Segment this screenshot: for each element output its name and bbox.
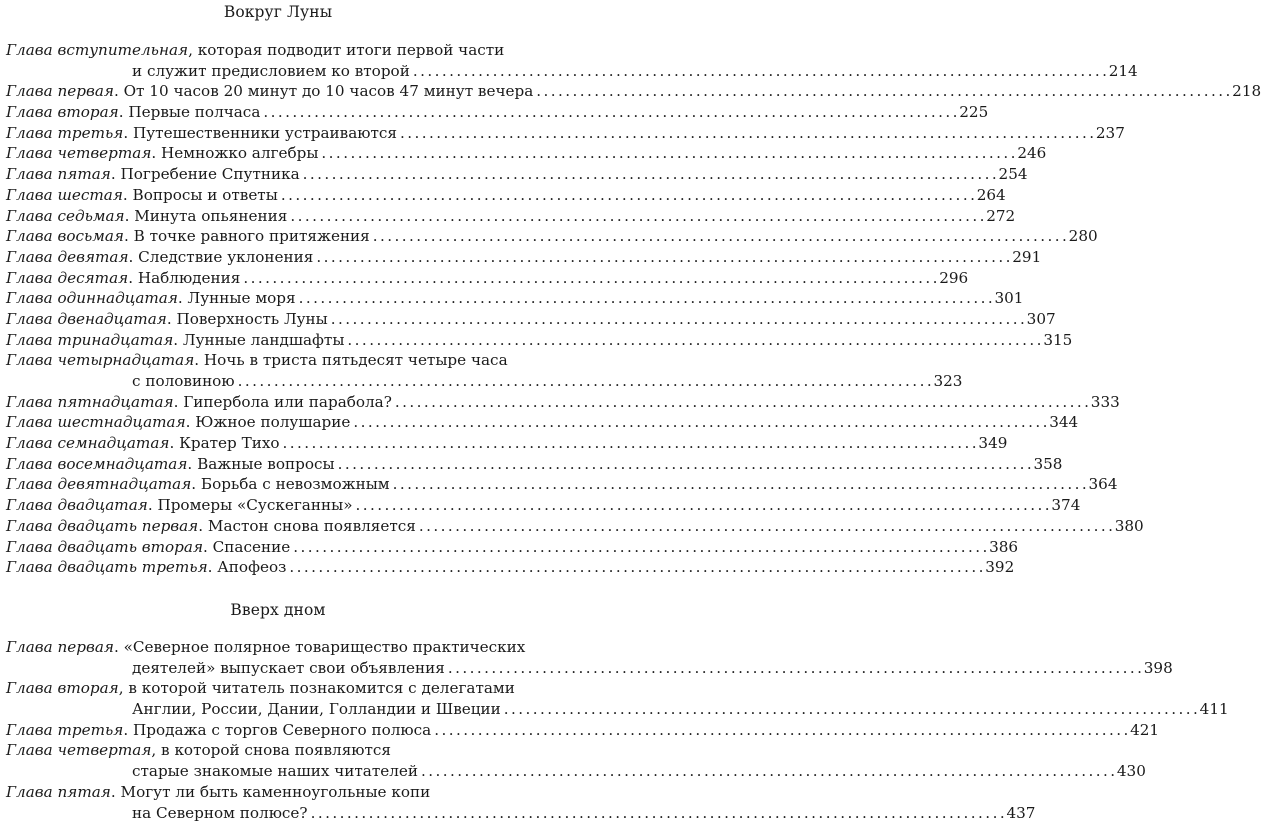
chapter-title-wrap bbox=[6, 557, 286, 578]
page-number: 349 bbox=[978, 434, 1008, 453]
toc-entry bbox=[6, 247, 1042, 268]
page-number: 214 bbox=[1108, 61, 1138, 80]
chapter-title: с половиною bbox=[132, 372, 235, 390]
chapter-title-wrap bbox=[6, 474, 390, 495]
dot-leader bbox=[318, 143, 1017, 164]
chapter-title-wrap bbox=[6, 164, 300, 185]
chapter-label: Глава третья bbox=[6, 720, 124, 739]
dot-leader bbox=[280, 433, 979, 454]
dot-leader bbox=[278, 185, 977, 206]
chapter-label: Глава седьмая bbox=[6, 206, 125, 225]
toc-entry-line bbox=[6, 720, 1160, 741]
chapter-title: . Продажа с торгов Северного полюса bbox=[123, 720, 432, 739]
page-number: 374 bbox=[1051, 496, 1081, 515]
toc-entry-line bbox=[6, 288, 1024, 309]
dot-leader bbox=[300, 164, 999, 185]
chapter-title: . Лунные моря bbox=[177, 289, 296, 308]
toc-entry-line bbox=[6, 637, 550, 658]
chapter-title: . «Северное полярное товарищество практических bbox=[113, 638, 526, 656]
toc-entry-continuation-line bbox=[6, 699, 1229, 720]
toc-entry bbox=[6, 330, 1073, 351]
chapter-title: . Промеры «Сускеганны» bbox=[147, 496, 353, 515]
toc-entry bbox=[6, 288, 1024, 309]
toc-entry-line bbox=[6, 678, 550, 699]
page-number: 398 bbox=[1143, 658, 1173, 677]
dot-leader bbox=[397, 123, 1096, 144]
toc-entry bbox=[6, 557, 1015, 578]
page-number: 301 bbox=[994, 289, 1024, 308]
chapter-title-continued bbox=[132, 761, 418, 782]
chapter-title: , в которой снова появляются bbox=[151, 741, 391, 760]
toc-entry bbox=[6, 516, 1144, 537]
page-number: 246 bbox=[1017, 144, 1047, 163]
toc-list-upside-down bbox=[6, 637, 1229, 823]
page-number: 237 bbox=[1095, 123, 1125, 142]
toc-entry-line bbox=[6, 40, 550, 61]
page-number: 272 bbox=[986, 206, 1016, 225]
chapter-label: Глава тринадцатая bbox=[6, 330, 174, 349]
chapter-title: . Наблюдения bbox=[128, 268, 241, 287]
toc-entry-line bbox=[6, 537, 1019, 558]
dot-leader bbox=[328, 309, 1027, 330]
chapter-title-wrap bbox=[6, 537, 290, 558]
page-number: 264 bbox=[976, 185, 1006, 204]
toc-entry bbox=[6, 433, 1008, 454]
chapter-title: . Погребение Спутника bbox=[110, 165, 300, 184]
toc-entry bbox=[6, 495, 1081, 516]
chapter-title-wrap bbox=[6, 81, 533, 102]
dot-leader bbox=[287, 206, 986, 227]
chapter-title-wrap bbox=[6, 433, 280, 454]
chapter-label: Глава одиннадцатая bbox=[6, 289, 178, 308]
toc-entry bbox=[6, 350, 963, 391]
chapter-label: Глава четвертая bbox=[6, 144, 152, 163]
toc-entry-line bbox=[6, 474, 1118, 495]
chapter-label: Глава восемнадцатая bbox=[6, 454, 188, 473]
chapter-title: , которая подводит итоги первой части bbox=[188, 41, 505, 59]
toc-entry-line bbox=[6, 81, 1261, 102]
chapter-title-wrap bbox=[6, 350, 508, 371]
toc-entry-line bbox=[6, 454, 1063, 475]
chapter-title-wrap bbox=[6, 740, 391, 761]
toc-entry-line bbox=[6, 516, 1144, 537]
chapter-title: . Спасение bbox=[203, 537, 291, 556]
toc-entry bbox=[6, 226, 1098, 247]
chapter-label: Глава двадцать первая bbox=[6, 516, 199, 535]
page-number: 386 bbox=[989, 537, 1019, 556]
dot-leader bbox=[313, 247, 1012, 268]
chapter-title: . От 10 часов 20 минут до 10 часов 47 минут вечера bbox=[113, 82, 534, 101]
dot-leader bbox=[353, 495, 1052, 516]
dot-leader bbox=[445, 658, 1144, 679]
toc-entry bbox=[6, 164, 1028, 185]
toc-entry bbox=[6, 412, 1079, 433]
toc-entry bbox=[6, 268, 969, 289]
chapter-title: , в которой читатель познакомится с делегатами bbox=[118, 679, 515, 698]
chapter-label: Глава третья bbox=[6, 123, 124, 142]
chapter-title: . Южное полушарие bbox=[185, 413, 351, 432]
page-number: 364 bbox=[1088, 475, 1118, 494]
chapter-title: . Кратер Тихо bbox=[169, 434, 280, 453]
chapter-title-wrap bbox=[6, 637, 525, 658]
chapter-title: на Северном полюсе? bbox=[132, 803, 308, 822]
toc-entry-line bbox=[6, 557, 1015, 578]
toc-entry bbox=[6, 185, 1006, 206]
section-title-upside-down: Вверх дном bbox=[230, 601, 326, 619]
toc-entry-line bbox=[6, 433, 1008, 454]
page-number: 358 bbox=[1033, 454, 1063, 473]
toc-entry-line bbox=[6, 392, 1120, 413]
dot-leader bbox=[240, 268, 939, 289]
chapter-title-wrap bbox=[6, 309, 328, 330]
toc-entry-line bbox=[6, 350, 550, 371]
chapter-label: Глава девятнадцатая bbox=[6, 475, 192, 494]
chapter-title-wrap bbox=[6, 678, 515, 699]
toc-entry-line bbox=[6, 268, 969, 289]
dot-leader bbox=[533, 81, 1232, 102]
chapter-title: . Важные вопросы bbox=[187, 454, 335, 473]
toc-entry-continuation-line bbox=[6, 371, 963, 392]
toc-entry-line bbox=[6, 206, 1016, 227]
chapter-label: Глава пятая bbox=[6, 165, 111, 184]
section-title-around-the-moon: Вокруг Луны bbox=[223, 3, 333, 21]
page-number: 254 bbox=[998, 165, 1028, 184]
toc-entry-line bbox=[6, 143, 1047, 164]
chapter-label: Глава двенадцатая bbox=[6, 309, 167, 328]
chapter-title: . Первые полчаса bbox=[118, 103, 261, 122]
chapter-label: Глава вторая bbox=[6, 103, 119, 122]
page-number: 421 bbox=[1130, 720, 1160, 739]
chapter-title: . Немножко алгебры bbox=[151, 144, 319, 163]
chapter-label: Глава восьмая bbox=[6, 227, 124, 246]
chapter-title-wrap bbox=[6, 495, 353, 516]
dot-leader bbox=[290, 537, 989, 558]
chapter-label: Глава пятая bbox=[6, 782, 111, 801]
chapter-title: . Вопросы и ответы bbox=[122, 185, 278, 204]
dot-leader bbox=[370, 226, 1069, 247]
toc-entry bbox=[6, 123, 1125, 144]
dot-leader bbox=[418, 761, 1117, 782]
chapter-title-wrap bbox=[6, 123, 397, 144]
page-number: 344 bbox=[1049, 413, 1079, 432]
toc-entry-line bbox=[6, 309, 1056, 330]
toc-entry bbox=[6, 782, 1036, 823]
page-number: 307 bbox=[1026, 309, 1056, 328]
toc-entry-continuation-line bbox=[6, 61, 1138, 82]
chapter-title: . Ночь в триста пятьдесят четыре часа bbox=[194, 351, 508, 370]
chapter-label: Глава семнадцатая bbox=[6, 434, 170, 453]
page-number: 218 bbox=[1232, 82, 1261, 101]
chapter-title-wrap bbox=[6, 782, 430, 803]
page-number: 411 bbox=[1199, 700, 1229, 719]
chapter-title-wrap bbox=[6, 720, 431, 741]
toc-entry bbox=[6, 309, 1056, 330]
chapter-title-wrap bbox=[6, 102, 260, 123]
chapter-label: Глава шестая bbox=[6, 185, 123, 204]
dot-leader bbox=[350, 412, 1049, 433]
page-number: 291 bbox=[1012, 247, 1042, 266]
toc-entry-continuation-line bbox=[6, 761, 1146, 782]
chapter-label: Глава пятнадцатая bbox=[6, 392, 174, 411]
chapter-title: и служит предисловием ко второй bbox=[132, 61, 410, 80]
chapter-title-continued bbox=[132, 371, 235, 392]
toc-entry bbox=[6, 474, 1118, 495]
dot-leader bbox=[296, 288, 995, 309]
chapter-title-wrap bbox=[6, 206, 287, 227]
chapter-title: старые знакомые наших читателей bbox=[132, 762, 418, 781]
chapter-title-continued bbox=[132, 658, 445, 679]
toc-list-around-the-moon bbox=[6, 40, 1261, 578]
dot-leader bbox=[390, 474, 1089, 495]
chapter-title: . Следствие уклонения bbox=[128, 247, 314, 266]
toc-entry-line bbox=[6, 102, 989, 123]
chapter-title-continued bbox=[132, 61, 410, 82]
page-number: 296 bbox=[939, 268, 969, 287]
toc-entry-line bbox=[6, 782, 550, 803]
toc-entry-line bbox=[6, 123, 1125, 144]
chapter-title-wrap bbox=[6, 392, 392, 413]
toc-entry-continuation-line bbox=[6, 658, 1173, 679]
toc-entry-line bbox=[6, 740, 550, 761]
dot-leader bbox=[410, 61, 1109, 82]
chapter-label: Глава двадцать третья bbox=[6, 558, 208, 577]
dot-leader bbox=[392, 392, 1091, 413]
chapter-title-wrap bbox=[6, 226, 370, 247]
toc-entry bbox=[6, 537, 1019, 558]
dot-leader bbox=[344, 330, 1043, 351]
toc-entry-line bbox=[6, 226, 1098, 247]
chapter-title: . Мастон снова появляется bbox=[198, 516, 416, 535]
toc-entry bbox=[6, 81, 1261, 102]
chapter-title-wrap bbox=[6, 185, 278, 206]
chapter-label: Глава четвертая bbox=[6, 741, 152, 760]
dot-leader bbox=[286, 557, 985, 578]
toc-entry bbox=[6, 637, 1173, 678]
chapter-label: Глава вторая bbox=[6, 679, 119, 698]
toc-entry bbox=[6, 206, 1016, 227]
dot-leader bbox=[431, 720, 1130, 741]
chapter-title-wrap bbox=[6, 143, 318, 164]
toc-entry-line bbox=[6, 185, 1006, 206]
chapter-title-wrap bbox=[6, 247, 313, 268]
chapter-label: Глава девятая bbox=[6, 247, 129, 266]
toc-entry-line bbox=[6, 412, 1079, 433]
chapter-title: . Лунные ландшафты bbox=[173, 330, 345, 349]
chapter-title-continued bbox=[132, 803, 308, 824]
chapter-title: . Апофеоз bbox=[207, 558, 287, 577]
toc-entry-line bbox=[6, 330, 1073, 351]
chapter-label: Глава первая bbox=[6, 638, 114, 656]
chapter-title-continued bbox=[132, 699, 501, 720]
chapter-title-wrap bbox=[6, 330, 344, 351]
page-number: 430 bbox=[1116, 762, 1146, 781]
chapter-title: . Минута опьянения bbox=[124, 206, 288, 225]
chapter-title: . Путешественники устраиваются bbox=[123, 123, 397, 142]
chapter-title: . Борьба с невозможным bbox=[191, 475, 390, 494]
chapter-label: Глава десятая bbox=[6, 268, 129, 287]
chapter-title: Англии, России, Дании, Голландии и Швеции bbox=[132, 700, 501, 719]
toc-entry bbox=[6, 720, 1160, 741]
chapter-title: . Поверхность Луны bbox=[166, 309, 328, 328]
toc-entry bbox=[6, 454, 1063, 475]
toc-entry bbox=[6, 392, 1120, 413]
toc-entry-line bbox=[6, 495, 1081, 516]
page-number: 225 bbox=[959, 103, 989, 122]
chapter-label: Глава вступительная bbox=[6, 41, 189, 59]
toc-entry bbox=[6, 678, 1229, 719]
chapter-title-wrap bbox=[6, 40, 504, 61]
page-number: 437 bbox=[1006, 803, 1036, 822]
chapter-title: . Гипербола или парабола? bbox=[173, 392, 392, 411]
page-number: 280 bbox=[1068, 227, 1098, 246]
dot-leader bbox=[235, 371, 934, 392]
dot-leader bbox=[308, 803, 1007, 824]
chapter-label: Глава шестнадцатая bbox=[6, 413, 186, 432]
chapter-title-wrap bbox=[6, 268, 240, 289]
chapter-title: . В точке равного притяжения bbox=[123, 227, 370, 246]
toc-entry bbox=[6, 143, 1047, 164]
chapter-title: . Могут ли быть каменноугольные копи bbox=[110, 782, 431, 801]
dot-leader bbox=[416, 516, 1115, 537]
chapter-label: Глава первая bbox=[6, 82, 114, 101]
chapter-title: деятелей» выпускает свои объявления bbox=[132, 658, 445, 677]
page-number: 315 bbox=[1043, 330, 1073, 349]
dot-leader bbox=[501, 699, 1200, 720]
toc-entry bbox=[6, 102, 989, 123]
page-number: 380 bbox=[1114, 516, 1144, 535]
chapter-title-wrap bbox=[6, 454, 335, 475]
toc-entry bbox=[6, 740, 1146, 781]
page-number: 333 bbox=[1090, 392, 1120, 411]
page-number: 323 bbox=[933, 372, 963, 390]
toc-entry-line bbox=[6, 164, 1028, 185]
dot-leader bbox=[260, 102, 959, 123]
dot-leader bbox=[335, 454, 1034, 475]
chapter-label: Глава двадцатая bbox=[6, 496, 148, 515]
toc-entry-continuation-line bbox=[6, 803, 1036, 824]
chapter-title-wrap bbox=[6, 288, 296, 309]
toc-entry bbox=[6, 40, 1138, 81]
chapter-label: Глава двадцать вторая bbox=[6, 537, 204, 556]
chapter-title-wrap bbox=[6, 516, 416, 537]
chapter-title-wrap bbox=[6, 412, 350, 433]
page-number: 392 bbox=[985, 558, 1015, 577]
chapter-label: Глава четырнадцатая bbox=[6, 351, 195, 370]
toc-entry-line bbox=[6, 247, 1042, 268]
